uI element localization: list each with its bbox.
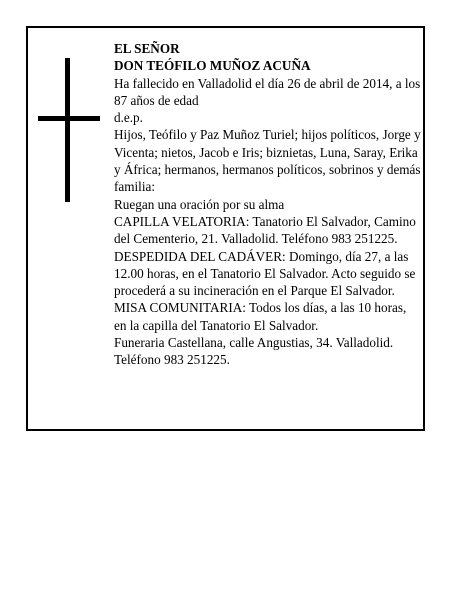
cross-vertical-bar (65, 58, 70, 202)
deceased-name: DON TEÓFILO MUÑOZ ACUÑA (114, 58, 311, 74)
obituary-notice (26, 26, 425, 431)
farewell-info: DESPEDIDA DEL CADÁVER: Domingo, día 27, a las 12.00 horas, en el Tanatorio El Salvador. Acto seguido se procederá a su incineración en el Parque El Salvador. (114, 248, 416, 299)
honorific: EL SEÑOR (114, 41, 180, 56)
family-list: Hijos, Teófilo y Paz Muñoz Turiel; hijos políticos, Jorge y Vicenta; nietos, Jacob e Iris; biznietas, Luna, Saray, Erika y África; hermanos, hermanos políticos, sobrinos y demás familia: (114, 127, 421, 195)
death-announcement: Ha fallecido en Valladolid el día 26 de abril de 2014, a los 87 años de edad (114, 75, 421, 108)
mass-info: MISA COMUNITARIA: Todos los días, a las 10 horas, en la capilla del Tanatorio El Salvador. (114, 300, 407, 333)
prayer-request: Ruegan una oración por su alma (114, 196, 285, 212)
cross-icon (38, 58, 100, 202)
chapel-info: CAPILLA VELATORIA: Tanatorio El Salvador, Camino del Cementerio, 21. Valladolid. Teléfono 983 251225. (114, 213, 416, 247)
cross-horizontal-bar (38, 116, 100, 121)
rest-in-peace: d.e.p. (114, 110, 143, 126)
funeral-home-info: Funeraria Castellana, calle Angustias, 34. Valladolid. Teléfono 983 251225. (114, 335, 394, 368)
notice-body (114, 40, 422, 369)
